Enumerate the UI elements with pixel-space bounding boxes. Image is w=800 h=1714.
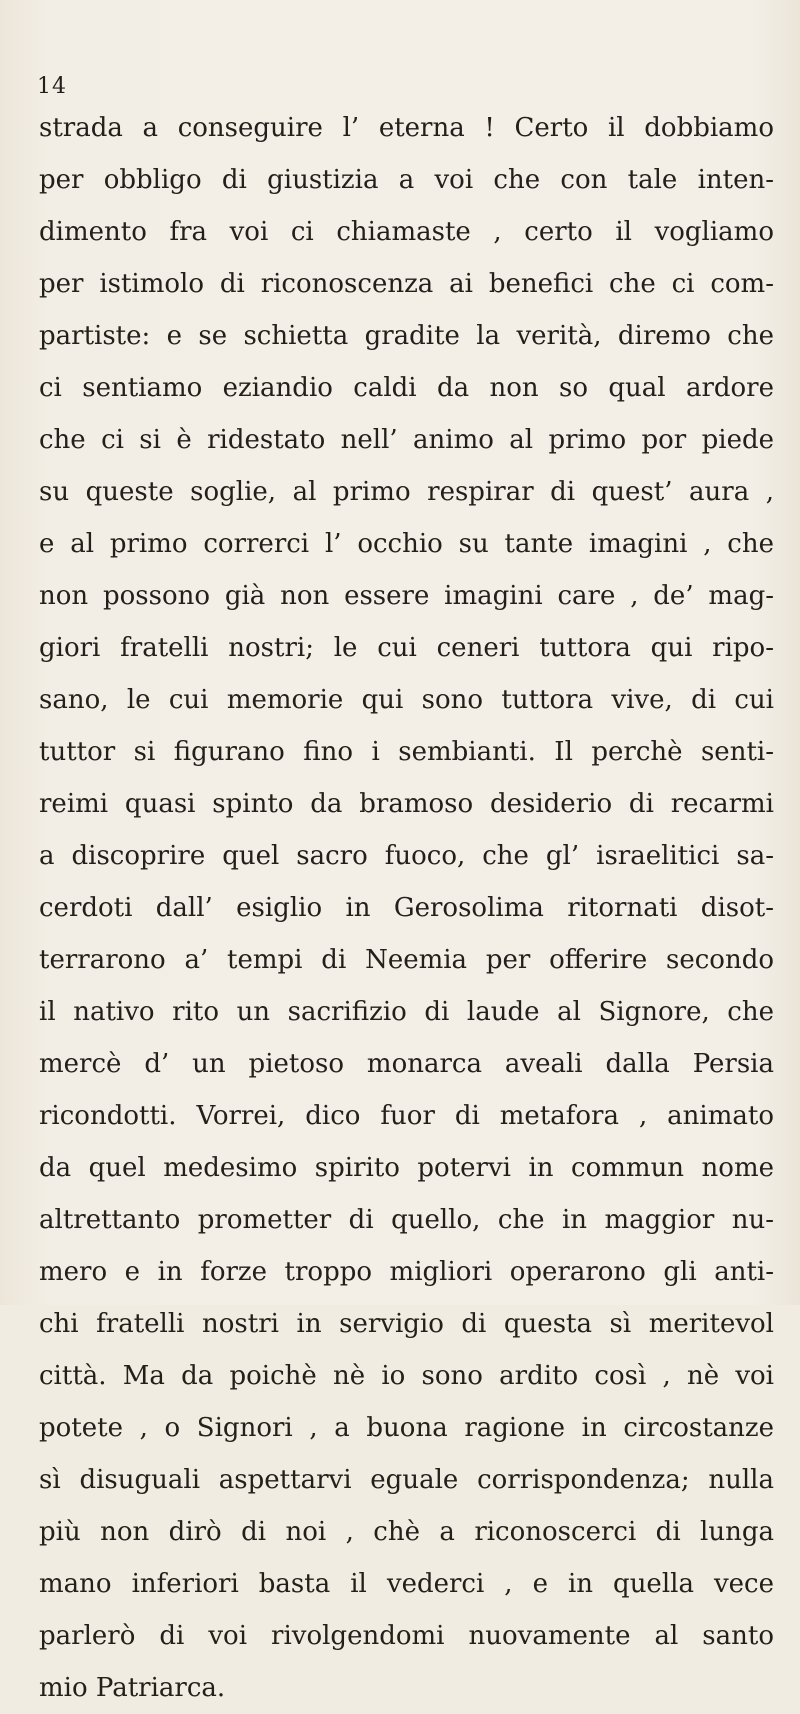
text-line: potete , o Signori , a buona ragione in circostanze: [39, 1413, 774, 1443]
text-line: sano, le cui memorie qui sono tuttora vive, di cui: [39, 685, 774, 715]
text-line: da quel medesimo spirito potervi in commun nome: [39, 1153, 774, 1183]
text-line: su queste soglie, al primo respirar di quest’ aura ,: [39, 477, 774, 507]
text-line: terrarono a’ tempi di Neemia per offerire secondo: [39, 945, 774, 975]
text-line: il nativo rito un sacrifizio di laude al Signore, che: [39, 997, 774, 1027]
text-line: città. Ma da poichè nè io sono ardito così , nè voi: [39, 1361, 774, 1391]
text-line: strada a conseguire l’ eterna ! Certo il dobbiamo: [39, 113, 774, 143]
text-line: cerdoti dall’ esiglio in Gerosolima ritornati disot-: [39, 893, 774, 923]
text-line: più non dirò di noi , chè a riconoscerci di lunga: [39, 1517, 774, 1547]
text-line: mano inferiori basta il vederci , e in quella vece: [39, 1569, 774, 1599]
text-line: non possono già non essere imagini care , de’ mag-: [39, 581, 774, 611]
text-line: a discoprire quel sacro fuoco, che gl’ israelitici sa-: [39, 841, 774, 871]
text-line: che ci si è ridestato nell’ animo al primo por piede: [39, 425, 774, 455]
text-line: parlerò di voi rivolgendomi nuovamente al santo: [39, 1621, 774, 1651]
text-line: reimi quasi spinto da bramoso desiderio di recarmi: [39, 789, 774, 819]
text-line: dimento fra voi ci chiamaste , certo il vogliamo: [39, 217, 774, 247]
text-line: mio Patriarca.: [39, 1673, 226, 1703]
text-line: sì disuguali aspettarvi eguale corrispondenza; nulla: [39, 1465, 774, 1495]
text-line: mero e in forze troppo migliori operarono gli anti-: [39, 1257, 774, 1287]
text-line: partiste: e se schietta gradite la verità, diremo che: [39, 321, 774, 351]
page-number: 14: [37, 74, 67, 99]
text-line: ci sentiamo eziandio caldi da non so qual ardore: [39, 373, 774, 403]
text-line: chi fratelli nostri in servigio di questa sì meritevol: [39, 1309, 774, 1339]
text-line: altrettanto prometter di quello, che in maggior nu-: [39, 1205, 774, 1235]
text-line: e al primo correrci l’ occhio su tante imagini , che: [39, 529, 774, 559]
text-line: giori fratelli nostri; le cui ceneri tuttora qui ripo-: [39, 633, 774, 663]
text-line: per obbligo di giustizia a voi che con tale inten-: [39, 165, 774, 195]
text-line: ricondotti. Vorrei, dico fuor di metafora , animato: [39, 1101, 774, 1131]
text-line: mercè d’ un pietoso monarca aveali dalla Persia: [39, 1049, 774, 1079]
body-text: [39, 102, 774, 1714]
text-line: tuttor si figurano fino i sembianti. Il perchè senti-: [39, 737, 774, 767]
text-line: per istimolo di riconoscenza ai benefici che ci com-: [39, 269, 774, 299]
